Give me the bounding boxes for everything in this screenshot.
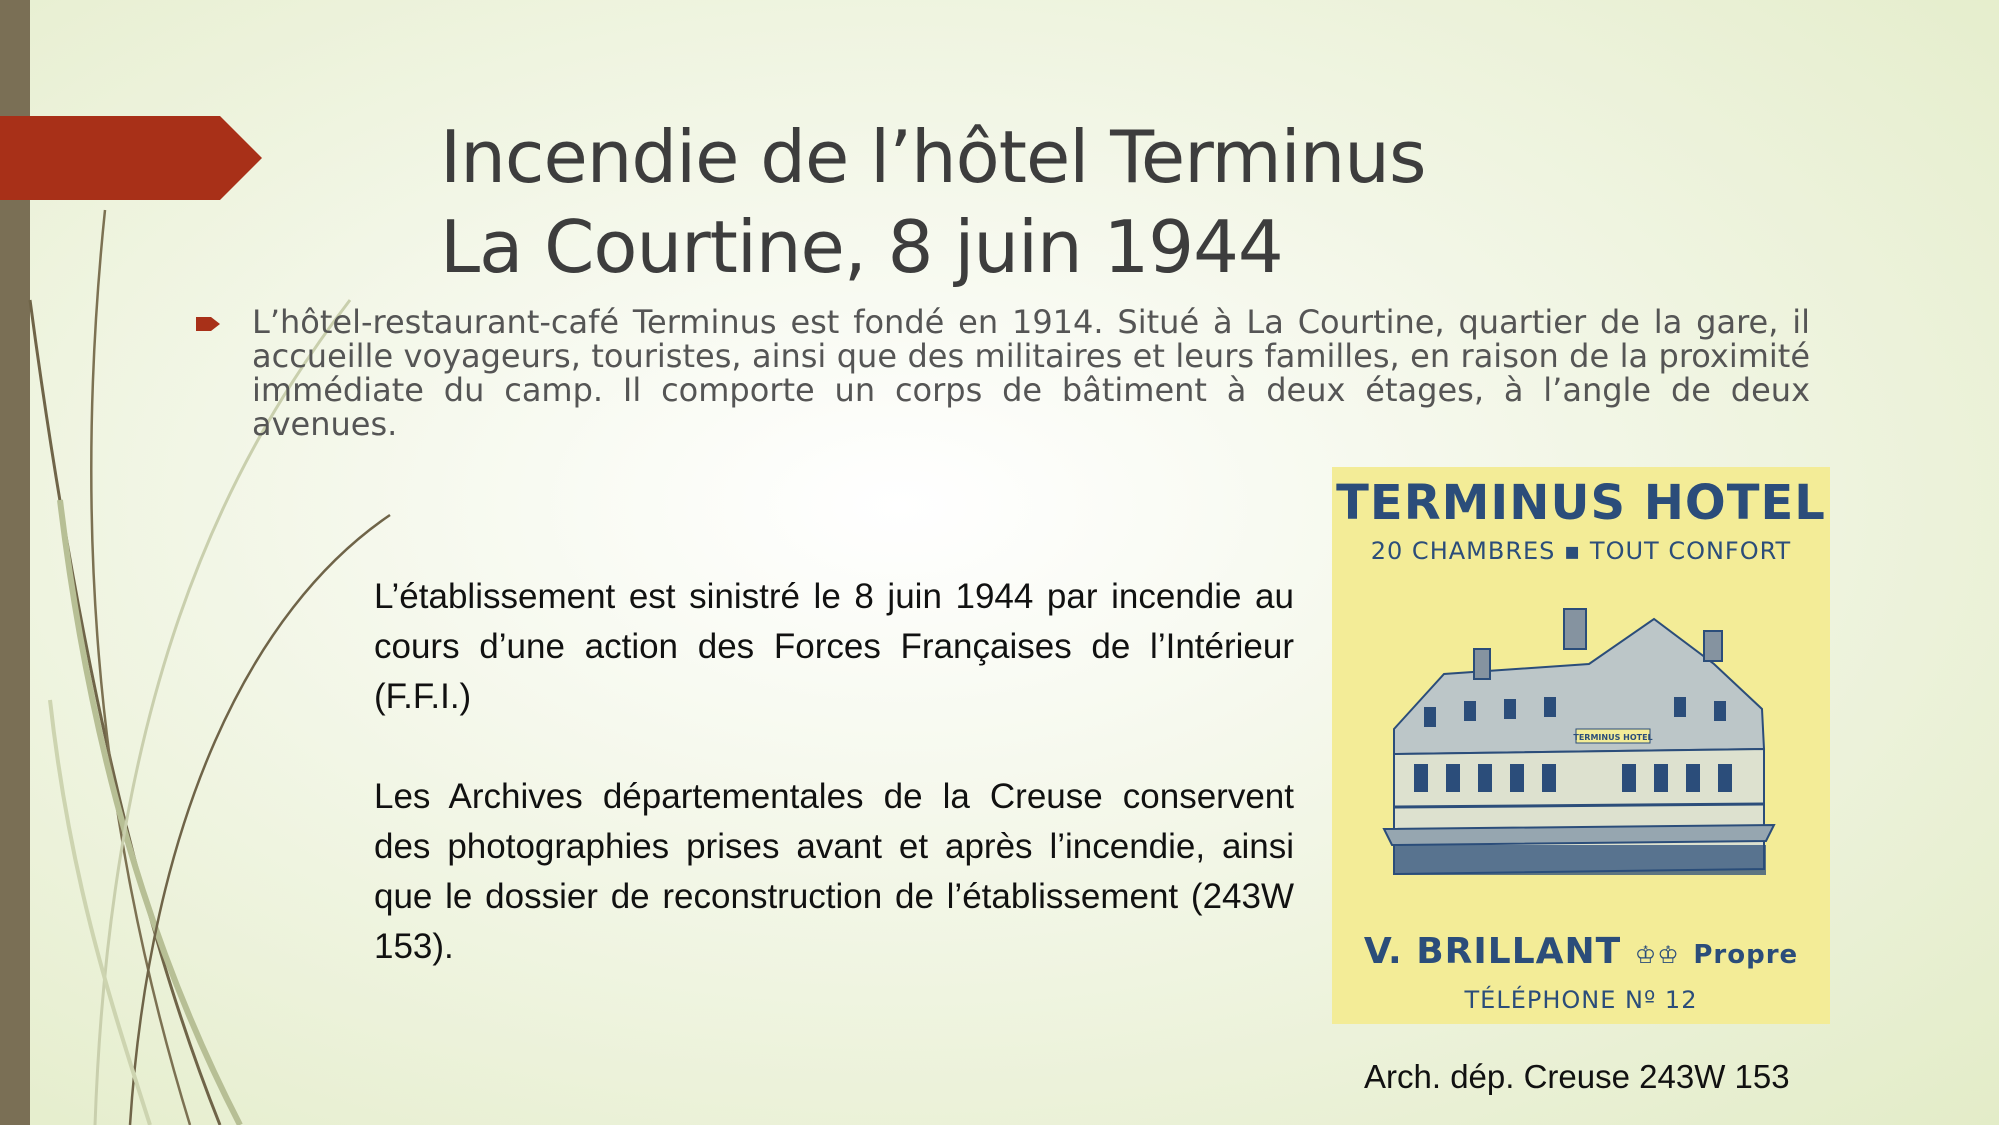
medal-icon: ♔♔ — [1634, 941, 1680, 969]
owner-suffix: Propre — [1693, 940, 1799, 970]
paragraph-fire: L’établissement est sinistré le 8 juin 1944 par incendie au cours d’une action des Forces Françaises de l’Intérieur (F.F.I.) — [374, 577, 1294, 716]
title-accent-arrow — [0, 116, 262, 200]
building-sign: TERMINUS HOTEL — [1573, 733, 1653, 742]
image-caption: Arch. dép. Creuse 243W 153 — [1364, 1058, 1790, 1095]
poster-owner — [1332, 931, 1830, 972]
poster-telephone: TÉLÉPHONE Nº 12 — [1464, 986, 1698, 1014]
poster-heading: TERMINUS HOTEL — [1336, 475, 1826, 531]
owner-name: V. BRILLANT — [1363, 931, 1622, 972]
title-line-2: La Courtine, 8 juin 1944 — [440, 205, 1283, 289]
body-text — [374, 572, 1294, 972]
poster-subheading: 20 CHAMBRES ▪ TOUT CONFORT — [1370, 537, 1792, 565]
hotel-building-illustration — [1354, 579, 1808, 917]
slide-title — [440, 112, 1640, 292]
arrow-bullet-icon — [196, 315, 222, 333]
bullet-text: L’hôtel-restaurant-café Terminus est fondé en 1914. Situé à La Courtine, quartier de la gare, il accueille voyageurs, touristes, ainsi que des militaires et leurs familles, en raison de la proximité immédiate du camp. Il comporte un corps de bâtiment à deux étages, à l’angle de deux avenues. — [252, 303, 1810, 443]
hotel-advertisement-image — [1332, 467, 1830, 1024]
paragraph-archives: Les Archives départementales de la Creuse conservent des photographies prises avant et après l’incendie, ainsi que le dossier de reconstruction de l’établissement (243W 153). — [374, 777, 1294, 966]
title-line-1: Incendie de l’hôtel Terminus — [440, 115, 1426, 199]
